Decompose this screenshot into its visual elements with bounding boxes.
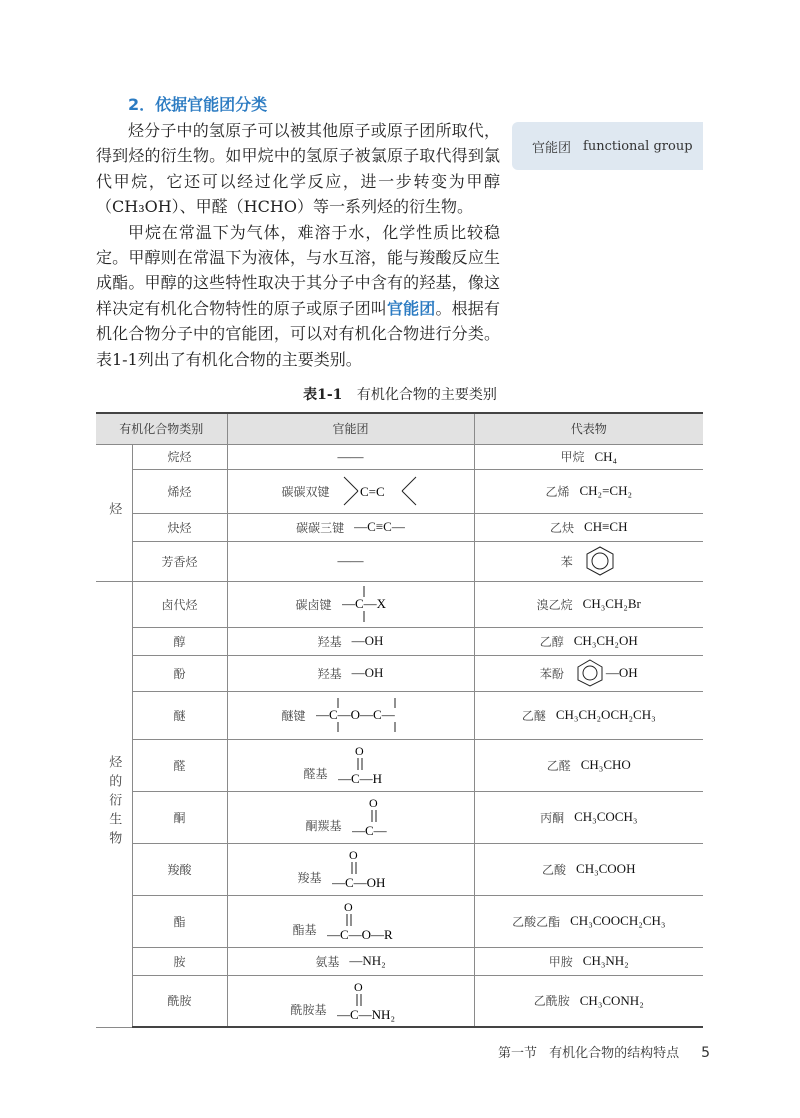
functional-group-cell: [227, 444, 474, 469]
svg-text:O: O: [354, 744, 364, 758]
representative-cell: [474, 691, 703, 739]
representative-cell: [474, 843, 703, 895]
subclass: 烯烃: [132, 469, 227, 513]
rep-name: 乙醚: [521, 708, 546, 723]
rep-name: 苯酚: [539, 666, 564, 681]
subclass: 羧酸: [132, 843, 227, 895]
rep-name: 乙酰胺: [533, 994, 570, 1009]
sidebar-term-en: functional group: [583, 138, 693, 154]
representative-cell: [474, 627, 703, 655]
functional-group-cell: [227, 843, 474, 895]
alkene-bond-text: C=C: [359, 484, 385, 499]
subclass: 酯: [132, 895, 227, 947]
fg-formula: ——: [337, 448, 364, 464]
table-row: [96, 975, 703, 1027]
svg-text:O: O: [368, 796, 378, 810]
representative-cell: [474, 975, 703, 1027]
functional-group-cell: [227, 739, 474, 791]
fg-name: 碳碳双键: [281, 484, 330, 499]
ketone-text: —C—: [351, 823, 387, 838]
subclass: 胺: [132, 947, 227, 975]
subclass: 醚: [132, 691, 227, 739]
rep-name: 甲烷: [560, 450, 585, 464]
amide-structure: [337, 979, 411, 1023]
section-heading: 2．依据官能团分类: [128, 95, 268, 114]
sidebar-term-cn: 官能团: [532, 140, 572, 156]
alkene-bond-structure: [340, 473, 420, 509]
subclass: 芳香烃: [132, 541, 227, 581]
functional-group-cell: [227, 469, 474, 513]
rep-formula: CH₂=CH₂: [579, 483, 633, 498]
fg-name: 醚键: [281, 708, 306, 723]
svg-text:O: O: [348, 848, 358, 862]
rep-formula: CH₃COOH: [576, 861, 636, 876]
table-row: [96, 739, 703, 791]
representative-cell: [474, 444, 703, 469]
functional-group-cell: [227, 627, 474, 655]
header-class: 有机化合物类别: [96, 413, 227, 444]
ether-bond-structure: [316, 695, 420, 735]
keyword-functional-group: 官能团: [386, 298, 436, 318]
table-caption-text: 有机化合物的主要类别: [356, 387, 497, 403]
ketone-structure: [352, 795, 396, 839]
representative-cell: [474, 469, 703, 513]
aldehyde-structure: [338, 743, 398, 787]
representative-cell: [474, 541, 703, 581]
rep-formula: CH₃CH₂Br: [582, 596, 641, 611]
page-number: 5: [701, 1045, 710, 1061]
functional-group-cell: [227, 691, 474, 739]
rep-name: 乙酸乙酯: [512, 914, 561, 929]
rep-name: 乙炔: [550, 520, 575, 535]
sidebar-term-box: [512, 122, 703, 170]
subclass: 酚: [132, 655, 227, 691]
paragraph-1: 烃分子中的氢原子可以被其他原子或原子团所取代，得到烃的衍生物。如甲烷中的氢原子被氯原子取代得到氯代甲烷，它还可以经过化学反应，进一步转变为甲醇（CH₃OH）、甲醛（HCHO）等一系列烃的衍生物。: [96, 121, 500, 217]
rep-formula: CH₃CH₂OCH₂CH₃: [555, 707, 656, 722]
table-row: [96, 655, 703, 691]
rep-formula: CH₃CH₂OH: [573, 633, 638, 648]
table-caption: [0, 384, 800, 404]
table-row: [96, 895, 703, 947]
header-representative: 代表物: [474, 413, 703, 444]
fg-name: 酰胺基: [290, 1002, 327, 1017]
functional-group-cell: [227, 541, 474, 581]
footer-title: 有机化合物的结构特点: [549, 1046, 680, 1061]
footer-section: 第一节: [498, 1046, 538, 1061]
fg-formula: —C≡C—: [354, 519, 405, 534]
fg-name: 羧基: [297, 871, 322, 885]
amide-text: —C—NH₂: [336, 1006, 395, 1022]
benzene-ring-icon: [583, 545, 617, 577]
table-header-row: [96, 413, 703, 444]
table-row: [96, 843, 703, 895]
table-row: [96, 947, 703, 975]
phenol-ring-icon: [574, 658, 606, 688]
rep-name: 溴乙烷: [536, 597, 573, 612]
carboxyl-structure: [332, 847, 404, 891]
functional-group-cell: [227, 975, 474, 1027]
rep-name: 乙酸: [542, 862, 567, 877]
table-row: [96, 791, 703, 843]
rep-name: 苯: [560, 554, 573, 569]
fg-formula: ——: [337, 553, 364, 568]
functional-group-cell: [227, 895, 474, 947]
representative-cell: [474, 513, 703, 541]
header-functional-group: 官能团: [227, 413, 474, 444]
representative-cell: [474, 739, 703, 791]
ester-structure: [327, 899, 409, 943]
rep-formula: CH₃COOCH₂CH₃: [570, 913, 666, 928]
svg-text:O: O: [353, 979, 363, 994]
organic-classes-table: [96, 412, 703, 1028]
rep-formula: CH₃CONH₂: [579, 992, 644, 1008]
fg-name: 醛基: [303, 767, 328, 781]
table-row: [96, 627, 703, 655]
rep-formula: CH₃CHO: [580, 757, 631, 772]
representative-cell: [474, 947, 703, 975]
group-derivative: 烃的衍生物: [96, 581, 132, 1027]
representative-cell: [474, 791, 703, 843]
subclass: 酮: [132, 791, 227, 843]
rep-formula: CH₃NH₂: [582, 953, 629, 968]
rep-name: 乙烯: [545, 484, 570, 499]
fg-name: 羟基: [317, 666, 342, 681]
page-footer: [498, 1042, 710, 1061]
functional-group-cell: [227, 581, 474, 627]
functional-group-cell: [227, 947, 474, 975]
carboxyl-text: —C—OH: [331, 875, 385, 890]
table-row: [96, 469, 703, 513]
fg-name: 碳卤键: [295, 597, 332, 612]
table-row: [96, 513, 703, 541]
fg-name: 酮羰基: [305, 819, 342, 833]
functional-group-cell: [227, 655, 474, 691]
functional-group-cell: [227, 513, 474, 541]
carbon-halogen-text: —C—X: [341, 596, 386, 611]
subclass: 酰胺: [132, 975, 227, 1027]
functional-group-cell: [227, 791, 474, 843]
rep-formula: CH₃COCH₃: [574, 809, 638, 824]
fg-formula: —OH: [351, 633, 384, 648]
representative-cell: [474, 655, 703, 691]
subclass: 醛: [132, 739, 227, 791]
carbon-halogen-structure: [342, 584, 406, 624]
subclass: 烷烃: [132, 444, 227, 469]
fg-formula: —OH: [351, 665, 384, 680]
fg-name: 碳碳三键: [296, 520, 345, 535]
rep-name: 甲胺: [548, 954, 573, 969]
rep-name: 乙醛: [546, 758, 571, 773]
paragraph-2: 甲烷在常温下为气体，难溶于水，化学性质比较稳定。甲醇则在常温下为液体，与水互溶，能与羧酸反应生成酯。甲醇的这些特性取决于其分子中含有的羟基，像这样决定有机化合物特性的原子或原子团叫官能团。根据有机化合物分子中的官能团，可以对有机化合物进行分类。表1-1列出了有机化合物的主要类别。: [96, 222, 500, 369]
table-row: [96, 444, 703, 469]
table-row: [96, 541, 703, 581]
svg-text:O: O: [343, 900, 353, 914]
subclass: 炔烃: [132, 513, 227, 541]
aldehyde-text: —C—H: [337, 771, 382, 786]
subclass: 醇: [132, 627, 227, 655]
subclass: 卤代烃: [132, 581, 227, 627]
ester-text: —C—O—R: [326, 927, 393, 942]
representative-cell: [474, 895, 703, 947]
representative-cell: [474, 581, 703, 627]
rep-name: 丙酮: [540, 810, 565, 825]
rep-formula: CH≡CH: [584, 519, 628, 534]
fg-formula: —NH₂: [349, 953, 386, 968]
rep-name: 乙醇: [539, 634, 564, 649]
rep-formula: —OH: [605, 665, 638, 680]
fg-name: 氨基: [315, 954, 340, 969]
table-caption-number: 表1-1: [303, 387, 343, 403]
group-hydrocarbon: 烃: [96, 444, 132, 581]
body-text: [96, 118, 500, 372]
table-row: [96, 691, 703, 739]
fg-name: 酯基: [292, 923, 317, 937]
ether-bond-text: —C—O—C—: [315, 707, 395, 722]
table-row: [96, 581, 703, 627]
fg-name: 羟基: [317, 634, 342, 649]
rep-formula: CH₄: [594, 448, 618, 464]
